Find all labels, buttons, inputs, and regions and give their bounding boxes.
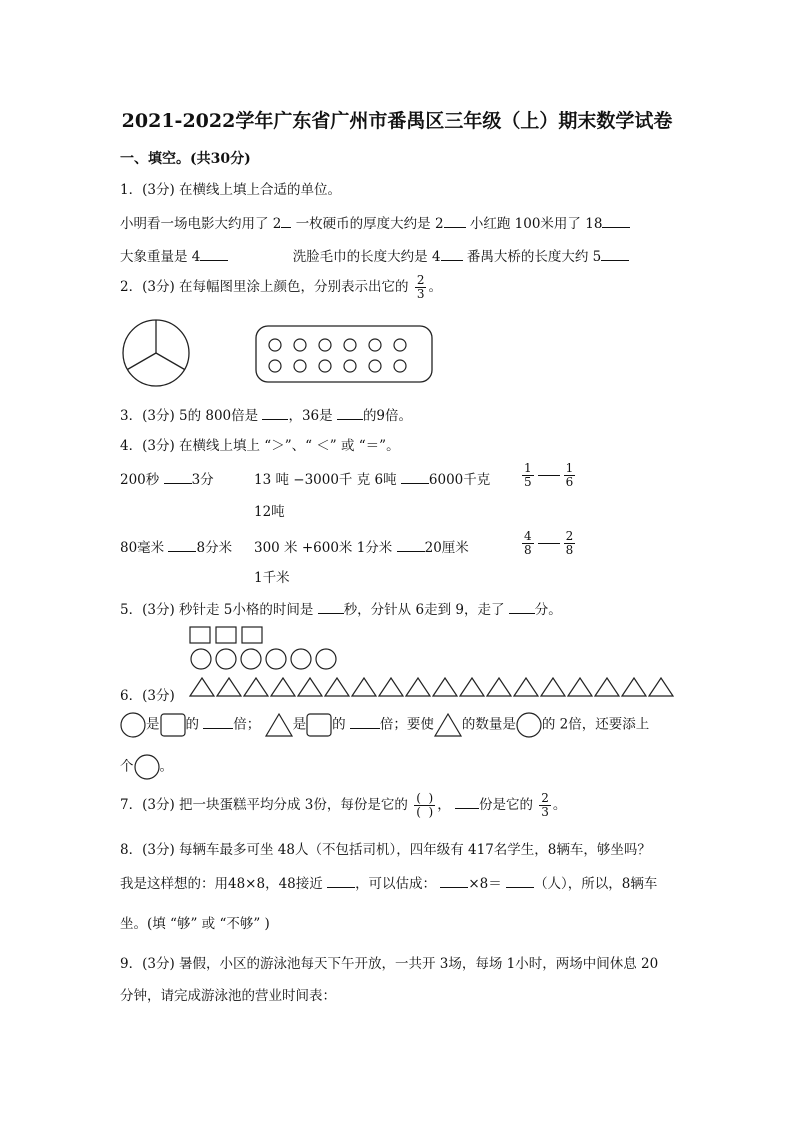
q1-item-movie: 小明看一场电影大约用了 2 xyxy=(120,216,282,232)
q1-item-elephant: 大象重量是 4 xyxy=(120,249,201,265)
q4-compare-tons: 13 吨 −3000千 克 6吨 6000千克 xyxy=(254,472,491,488)
answer-blank[interactable] xyxy=(168,538,196,552)
section-heading: 一、填空。(共30分) xyxy=(120,151,251,167)
q4-heading: 4．(3分) 在横线上填上 “＞”、“ ＜” 或 “＝”。 xyxy=(120,438,400,454)
answer-blank[interactable] xyxy=(440,874,468,888)
q1-item-coin: 一枚硬币的厚度大约是 2 xyxy=(295,216,444,232)
answer-blank[interactable] xyxy=(203,715,233,729)
q2-heading: 2．(3分) 在每幅图里涂上颜色，分别表示出它的 xyxy=(120,279,409,295)
answer-blank[interactable] xyxy=(318,600,344,614)
q1-row1 xyxy=(120,212,630,232)
answer-blank[interactable] xyxy=(506,874,534,888)
answer-blank[interactable] xyxy=(538,475,560,476)
square-row xyxy=(190,627,262,643)
answer-blank[interactable] xyxy=(281,214,291,228)
fraction: $\frac{2}{3}$ xyxy=(416,273,425,301)
fraction: $\frac{1}{6}$ xyxy=(565,461,574,489)
triangle-icon xyxy=(265,713,293,737)
q4-compare-seconds: 200秒 3分 xyxy=(120,472,214,488)
q7-line: 7．(3分) 把一块蛋糕平均分成 3份，每份是它的 $\frac{( )}{( )}$ ， 份是它的 $\frac{2}{3}$ 。 xyxy=(120,791,567,819)
q8-line-3: 坐。(填 “够” 或 “不够” ) xyxy=(120,916,270,932)
q4-compare-fractions-1 xyxy=(520,462,577,489)
fraction: $\frac{4}{8}$ xyxy=(524,529,532,557)
fraction: $\frac{1}{5}$ xyxy=(524,461,532,489)
q3-line: 3．(3分) 5的 800倍是 ，36是 的9倍。 xyxy=(120,408,413,424)
answer-blank[interactable] xyxy=(350,715,380,729)
q6-heading: 6．(3分) xyxy=(120,688,175,704)
triangle-row xyxy=(190,678,673,696)
answer-blank[interactable] xyxy=(455,795,479,809)
square-icon xyxy=(306,713,332,737)
q9-line-1: 9．(3分) 暑假，小区的游泳池每天下午开放，一共开 3场，每场 1小时，两场中间休息 20 xyxy=(120,956,659,972)
q9-line-2: 分钟，请完成游泳池的营业时间表： xyxy=(120,988,336,1004)
circle-icon xyxy=(134,754,160,780)
q4-compare-mm: 80毫米 8分米 xyxy=(120,540,233,556)
q6-line: 是 的 倍； 是 的 倍；要使 的数量是 的 2倍，还要添上 xyxy=(120,712,649,738)
q1-item-bridge: 番禺大桥的长度大约 5 xyxy=(466,249,602,265)
q4-compare-fractions-2 xyxy=(520,530,577,557)
answer-blank[interactable] xyxy=(262,406,288,420)
triangle-icon xyxy=(434,713,462,737)
answer-blank[interactable] xyxy=(441,247,463,261)
answer-blank[interactable] xyxy=(602,214,630,228)
q6-shapes-figure xyxy=(188,626,668,702)
answer-blank[interactable] xyxy=(337,406,363,420)
answer-blank[interactable] xyxy=(164,470,192,484)
answer-blank[interactable] xyxy=(444,214,466,228)
circle-icon xyxy=(516,712,542,738)
fraction: $\frac{2}{3}$ xyxy=(541,791,549,819)
fraction: $\frac{2}{8}$ xyxy=(565,529,574,557)
circle-divided-in-three-figure[interactable] xyxy=(123,320,189,386)
q4-meters-continued: 1千米 xyxy=(254,570,290,586)
q8-line-2: 我是这样想的：用48×8，48接近 ，可以估成： ×8＝ （人），所以，8辆车 xyxy=(120,876,658,892)
answer-blank[interactable] xyxy=(538,543,560,544)
answer-blank[interactable] xyxy=(327,874,355,888)
blank-fraction[interactable]: $\frac{( )}{( )}$ xyxy=(416,791,434,819)
square-icon xyxy=(160,713,186,737)
q1-item-run: 小红跑 100米用了 18 xyxy=(469,216,603,232)
q4-compare-meters: 300 米 +600米 1分米 20厘米 xyxy=(254,540,469,556)
q1-row2 xyxy=(120,245,629,265)
answer-blank[interactable] xyxy=(601,247,629,261)
twelve-circles-box-figure[interactable] xyxy=(256,326,432,382)
page-title: 2021-2022学年广东省广州市番禺区三年级（上）期末数学试卷 xyxy=(121,110,673,132)
q5-line: 5．(3分) 秒针走 5小格的时间是 秒，分针从 6走到 9，走了 分。 xyxy=(120,602,562,618)
q8-line-1: 8．(3分) 每辆车最多可坐 48人（不包括司机），四年级有 417名学生，8辆车，够坐吗？ xyxy=(120,842,651,858)
q4-tons-continued: 12吨 xyxy=(254,504,285,520)
answer-blank[interactable] xyxy=(397,538,425,552)
answer-blank[interactable] xyxy=(401,470,429,484)
q2-figures xyxy=(120,318,450,388)
q1-heading: 1．(3分) 在横线上填上合适的单位。 xyxy=(120,182,342,198)
answer-blank[interactable] xyxy=(200,247,228,261)
circle-icon xyxy=(120,712,146,738)
q6-line-2: 个 。 xyxy=(120,754,173,780)
q1-item-towel: 洗脸毛巾的长度大约是 4 xyxy=(292,249,441,265)
q2-line: 2．(3分) 在每幅图里涂上颜色，分别表示出它的 $\frac{2}{3}$ 。 xyxy=(120,273,442,301)
circle-row xyxy=(191,649,336,669)
answer-blank[interactable] xyxy=(509,600,535,614)
